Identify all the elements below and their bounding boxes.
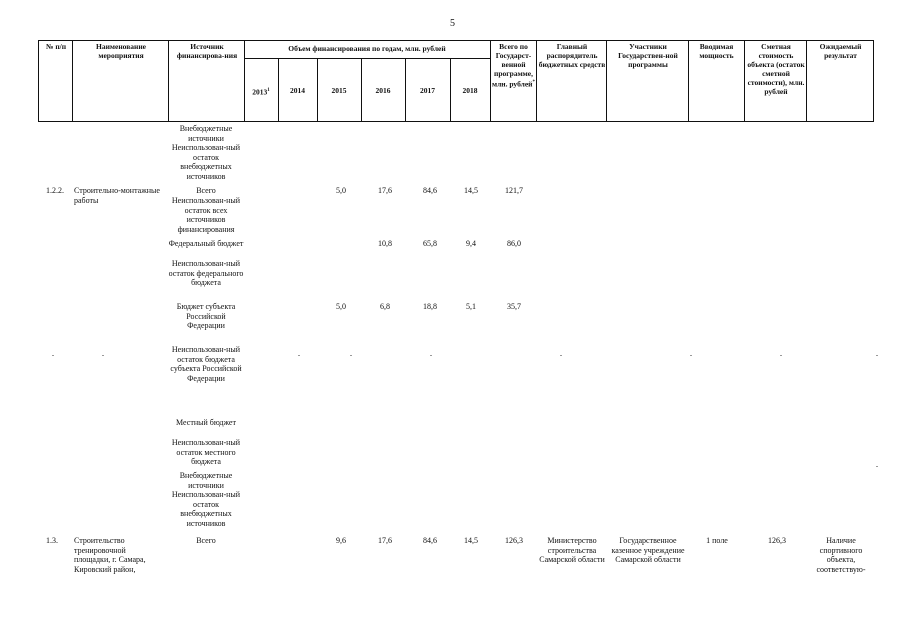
source-extrabudget-cont: Внебюджетные источники Неиспользован-ный остаток внебюджетных источников (171, 124, 241, 181)
row-122-src-total: Всего (196, 186, 216, 195)
header-year-2015: 2015 (331, 86, 347, 95)
scan-speck (102, 355, 104, 356)
row-122-federal-2018: 9,4 (466, 239, 476, 248)
header-capacity: Вводимая мощность (699, 42, 734, 60)
row-13-name: Строительство тренировочной площадки, г. Самара, Кировский район, (74, 536, 146, 574)
table-header (38, 40, 874, 122)
row-122-total-sum: 121,7 (505, 186, 523, 195)
row-122-src-federal: Федеральный бюджет (168, 239, 244, 248)
row-122-regional-2015: 5,0 (336, 302, 346, 311)
scan-speck (876, 355, 878, 356)
header-result: Ожидаемый результат (819, 42, 862, 60)
row-122-regional-2016: 6,8 (380, 302, 390, 311)
scan-speck (52, 355, 54, 356)
row-13-2017: 84,6 (423, 536, 437, 545)
row-13-cost: 126,3 (768, 536, 786, 545)
row-122-src-local-unused: Неиспользован-ный остаток местного бюджета (171, 438, 241, 467)
row-13-capacity: 1 поле (706, 536, 728, 545)
header-cost: Сметная стоимость объекта (остаток сметной стоимости), млн. рублей (747, 42, 805, 96)
row-122-src-regional-unused: Неиспользован-ный остаток бюджета субъекта Российской Федерации (170, 345, 242, 383)
row-13-manager: Министерство строительства Самарской области (539, 536, 605, 565)
row-13-2016: 17,6 (378, 536, 392, 545)
row-122-src-local: Местный бюджет (176, 418, 236, 427)
header-manager: Главный распорядитель бюджетных средств (538, 42, 606, 69)
row-122-federal-2016: 10,8 (378, 239, 392, 248)
row-122-total-2016: 17,6 (378, 186, 392, 195)
header-source: Источник финансирова-ния (176, 42, 238, 60)
scan-speck (430, 355, 432, 356)
header-year-2017: 2017 (420, 86, 435, 95)
row-122-src-extra: Внебюджетные источники (179, 471, 233, 490)
scan-speck (350, 355, 352, 356)
row-13-2018: 14,5 (464, 536, 478, 545)
scan-speck (876, 466, 878, 467)
row-122-src-total-unused: Неиспользован-ный остаток всех источников финансирования (171, 196, 241, 234)
row-122-src-regional: Бюджет субъекта Российской Федерации (176, 302, 236, 331)
row-122-src-extra-unused: Неиспользован-ный остаток внебюджетных источников (171, 490, 241, 528)
row-122-regional-2017: 18,8 (423, 302, 437, 311)
header-year-2018: 2018 (462, 86, 478, 95)
row-13-participants: Государственное казенное учреждение Самарской области (611, 536, 685, 565)
scan-speck (780, 355, 782, 356)
header-year-2014: 2014 (290, 86, 305, 95)
header-year-2013: 2013$^1$ (252, 87, 270, 97)
row-122-src-federal-unused: Неиспользован-ный остаток федерального бюджета (168, 259, 244, 288)
row-122-total-2017: 84,6 (423, 186, 437, 195)
row-13-2015: 9,6 (336, 536, 346, 545)
page-number: 5 (450, 18, 455, 29)
row-122-total-2015: 5,0 (336, 186, 346, 195)
row-13-num: 1.3. (46, 536, 58, 545)
row-13-sum: 126,3 (505, 536, 523, 545)
header-participants: Участники Государствен-ной программы (618, 42, 678, 69)
row-122-federal-2017: 65,8 (423, 239, 437, 248)
scan-speck (690, 355, 692, 356)
row-13-source: Всего (196, 536, 216, 545)
header-num: № п/п (45, 42, 67, 51)
header-name: Наименование мероприятия (96, 42, 146, 60)
header-total: Всего по Государст-венной программе, млн. рублей* (491, 42, 536, 89)
scan-speck (298, 355, 300, 356)
row-122-num: 1.2.2. (46, 186, 64, 195)
header-volume: Объем финансирования по годам, млн. рублей (288, 44, 446, 53)
scan-speck (560, 355, 562, 356)
header-year-2016: 2016 (375, 86, 391, 95)
row-13-result: Наличие спортивного объекта, соответствую- (816, 536, 866, 574)
row-122-name: Строительно-монтажные работы (74, 186, 160, 205)
row-122-regional-sum: 35,7 (507, 302, 521, 311)
row-122-total-2018: 14,5 (464, 186, 478, 195)
row-122-federal-sum: 86,0 (507, 239, 521, 248)
row-122-regional-2018: 5,1 (466, 302, 476, 311)
